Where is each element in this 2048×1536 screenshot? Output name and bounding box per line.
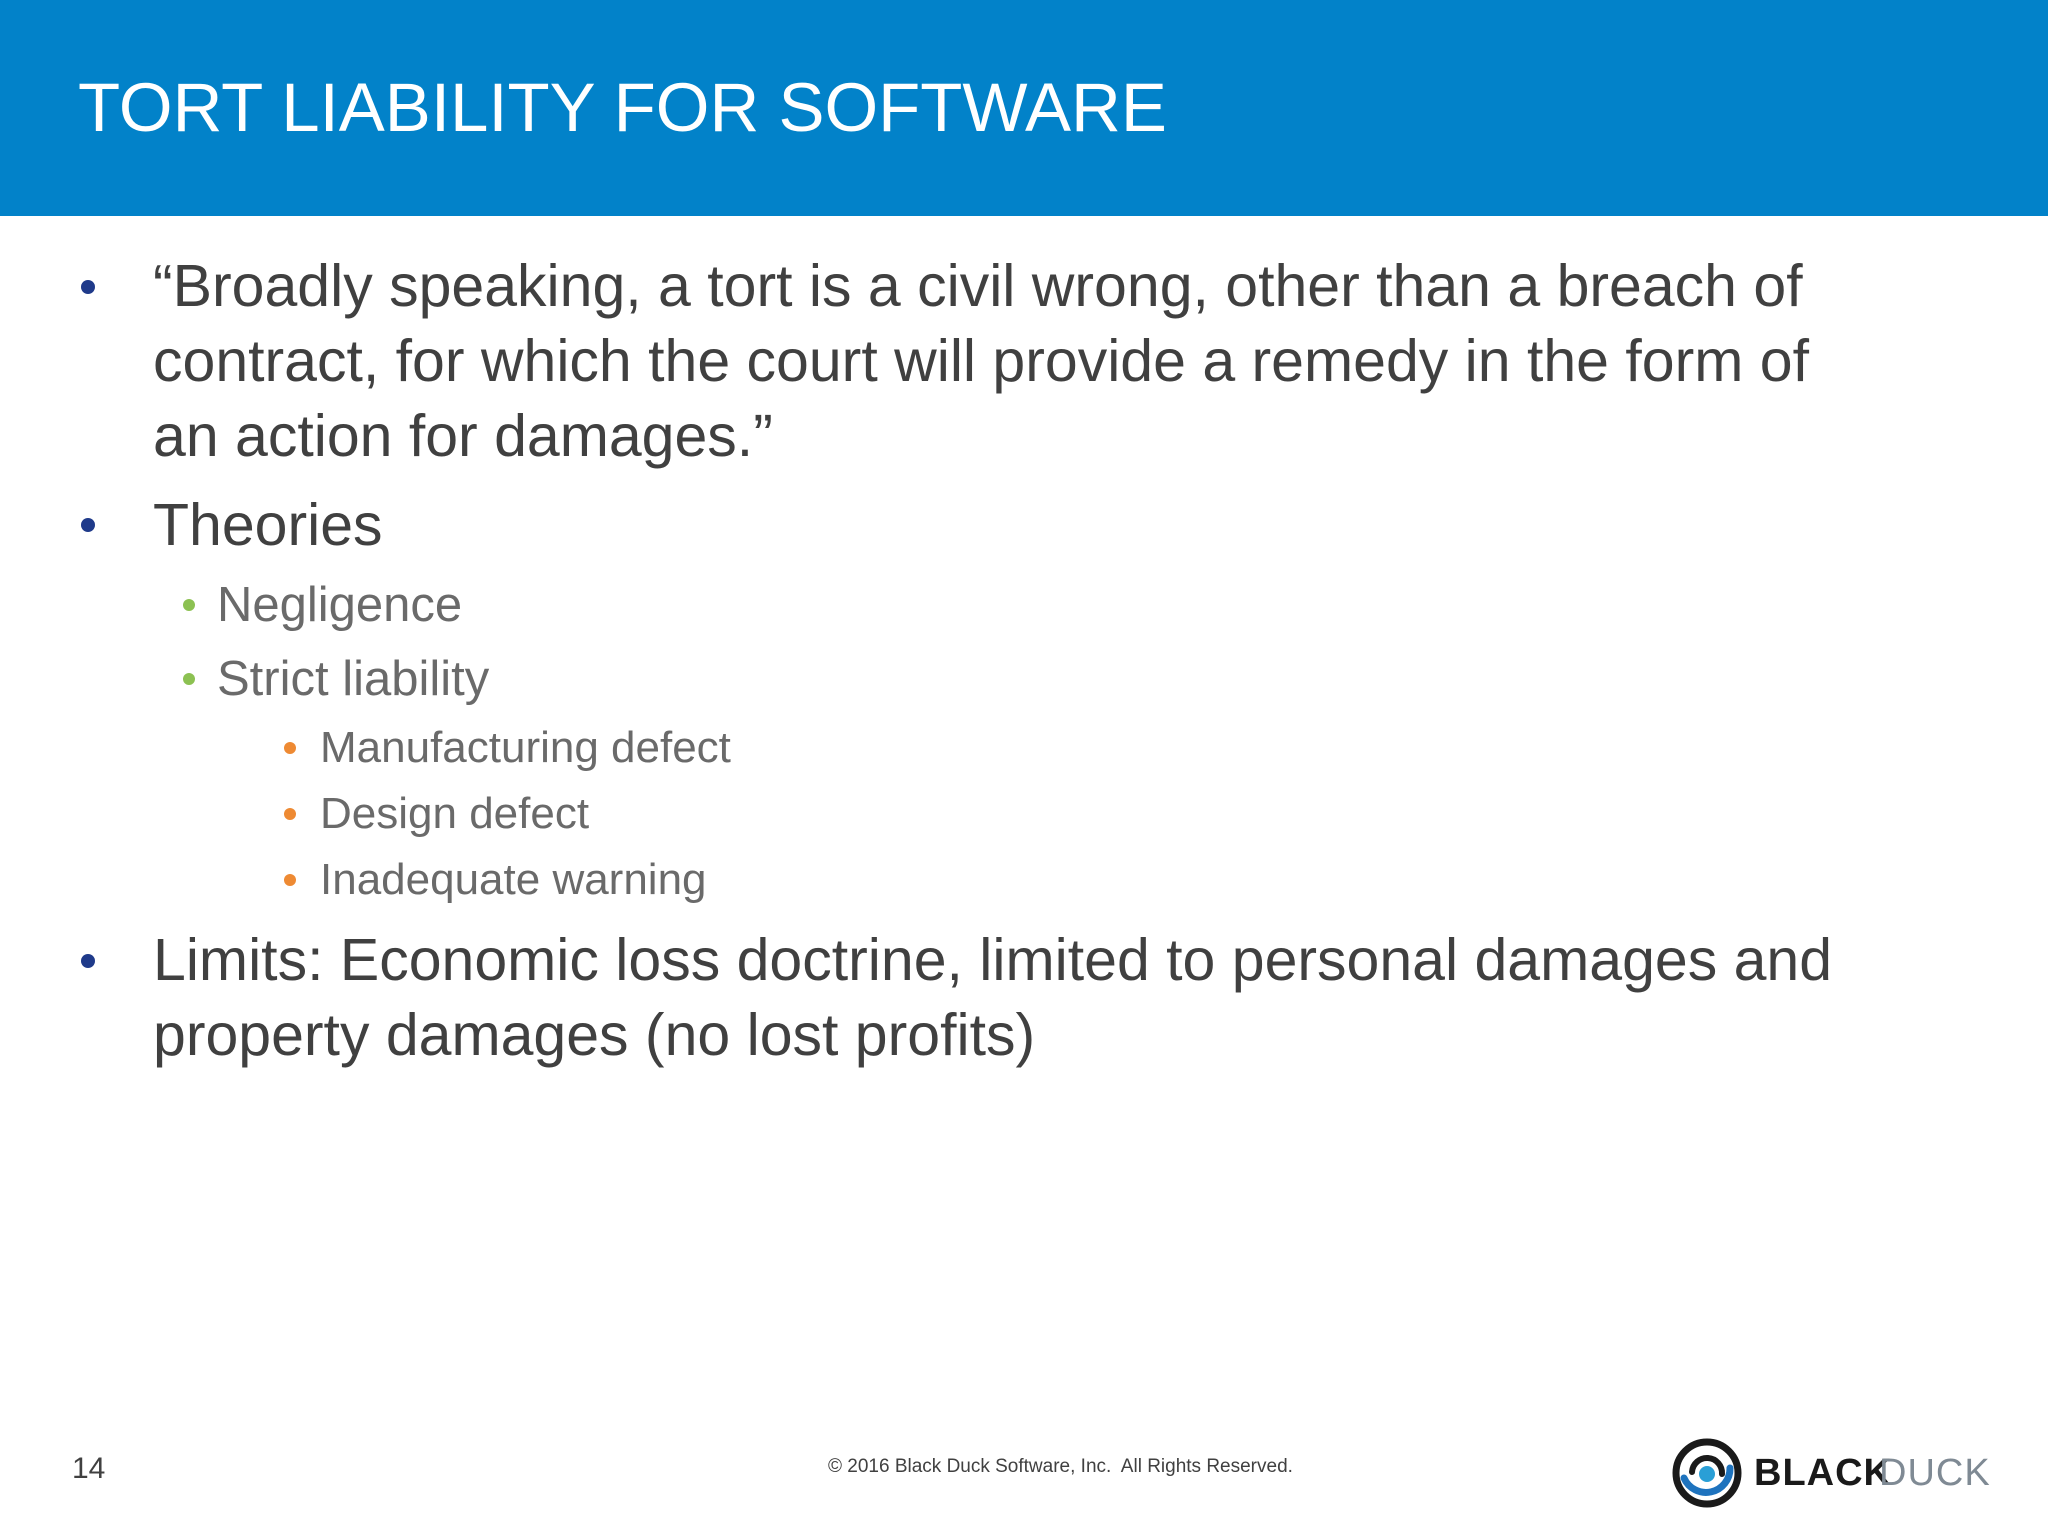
slide-title: TORT LIABILITY FOR SOFTWARE (78, 69, 1167, 146)
design-defect-item: Design defect (320, 789, 590, 838)
limits-line-1: Limits: Economic loss doctrine, limited to personal damages and (153, 927, 1833, 993)
logo-word-duck: DUCK (1879, 1452, 1991, 1494)
manufacturing-defect-item: Manufacturing defect (320, 723, 731, 772)
copyright-notice: © 2016 Black Duck Software, Inc. All Rights Reserved. (828, 1456, 1293, 1477)
level2-bullet (183, 599, 195, 611)
black-duck-logo (1672, 1436, 1991, 1508)
theories-label: Theories (153, 492, 383, 558)
inadequate-warning-item: Inadequate warning (320, 855, 707, 904)
level2-bullet (183, 673, 195, 685)
level3-bullet (284, 808, 296, 820)
limits-line-2: property damages (no lost profits) (153, 1002, 1036, 1068)
black-duck-logo-mark-icon (1672, 1438, 1742, 1508)
page-number: 14 (72, 1452, 106, 1485)
level3-bullet (284, 874, 296, 886)
level3-bullet (284, 742, 296, 754)
definition-line-1: “Broadly speaking, a tort is a civil wrong, other than a breach of (153, 253, 1803, 319)
logo-word-black: BLACK (1754, 1452, 1892, 1494)
level1-bullet (81, 954, 95, 968)
strict-liability-item: Strict liability (217, 652, 490, 706)
definition-line-2: contract, for which the court will provide a remedy in the form of (153, 328, 1809, 394)
level1-bullet (81, 518, 95, 532)
negligence-item: Negligence (217, 578, 463, 632)
level1-bullet (81, 280, 95, 294)
definition-line-3: an action for damages.” (153, 403, 773, 469)
